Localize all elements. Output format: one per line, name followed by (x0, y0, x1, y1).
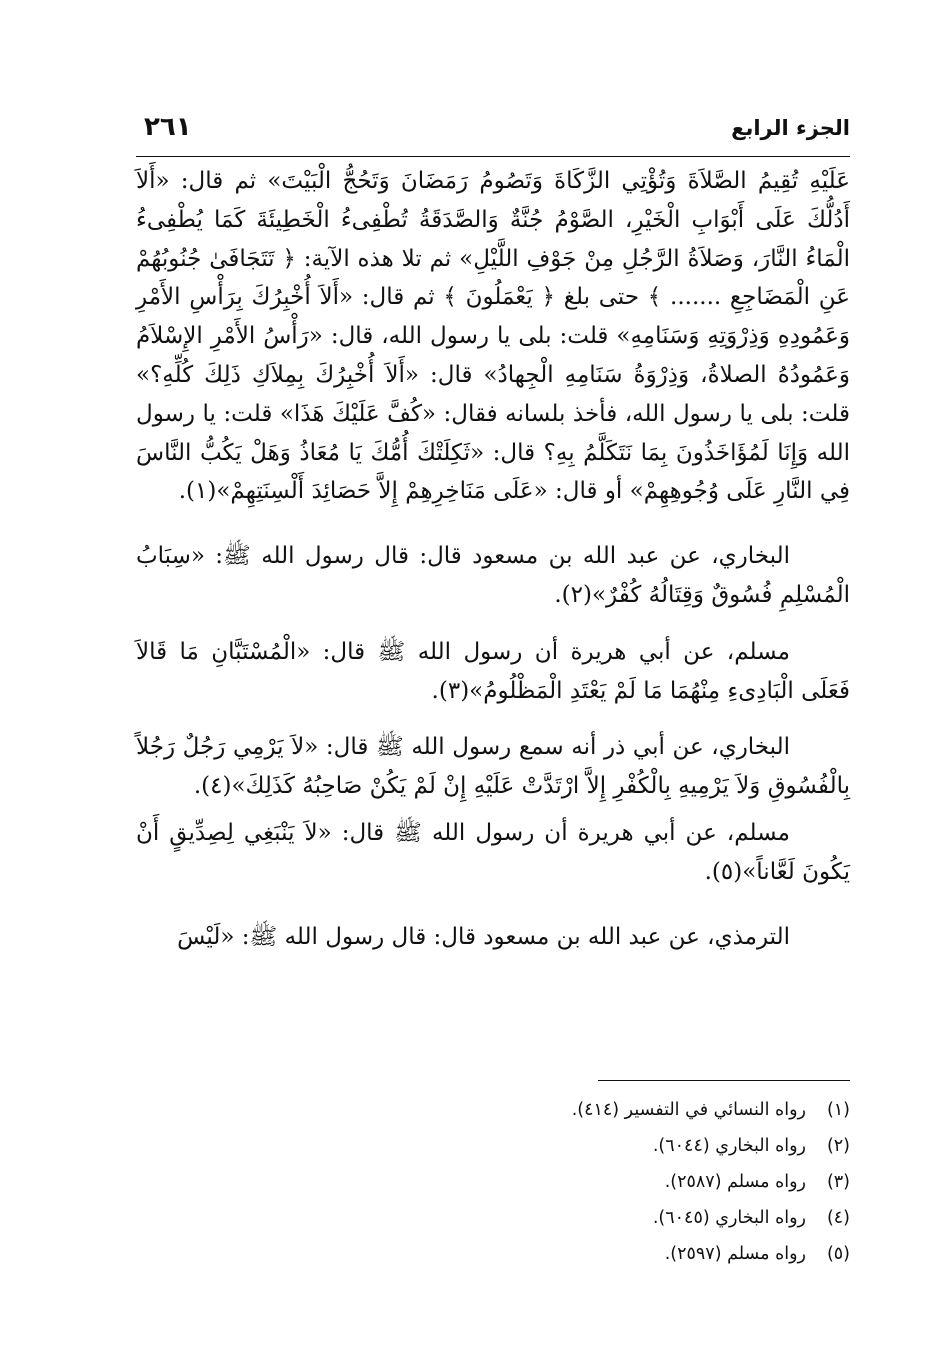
paragraph-hadith-bukhari-2: البخاري، عن أبي ذر أنه سمع رسول الله ﷺ قال: «لاَ يَرْمِي رَجُلٌ رَجُلاً بِالْفُسُوقِ وَلاَ يَرْمِيهِ بِالْكُفْرِ إِلاَّ ارْتَدَّتْ عَلَيْهِ إِنْ لَمْ يَكُنْ صَاحِبُهُ كَذَلِكَ»(٤). (136, 734, 850, 800)
footnote-number: (٤) (826, 1208, 850, 1228)
paragraph-hadith-bukhari-1: البخاري، عن عبد الله بن مسعود قال: قال رسول الله ﷺ: «سِبَابُ الْمُسْلِمِ فُسُوقٌ وَقِتَالُهُ كُفْرٌ»(٢). (136, 543, 850, 608)
running-head: الجزء الرابع (731, 116, 850, 140)
footnote-rule (598, 1080, 850, 1081)
footnote-item (136, 1128, 850, 1164)
footnote-item (136, 1200, 850, 1236)
footnote-text: رواه مسلم (٢٥٨٧). (664, 1172, 806, 1192)
footnote-number: (١) (826, 1100, 850, 1120)
footnote-text: رواه مسلم (٢٥٩٧). (664, 1244, 806, 1264)
footnote-number: (٢) (826, 1136, 850, 1156)
footnote-item (136, 1092, 850, 1128)
footnote-text: رواه البخاري (٦٠٤٥). (652, 1208, 806, 1228)
main-text (136, 162, 850, 956)
paragraph-hadith-muslim-2: مسلم، عن أبي هريرة أن رسول الله ﷺ قال: «لاَ يَنْبَغِي لِصِدِّيقٍ أَنْ يَكُونَ لَعَّاناً»(٥). (136, 819, 850, 885)
header-rule (136, 156, 850, 157)
footnote-number: (٥) (826, 1244, 850, 1264)
footnote-number: (٣) (826, 1172, 850, 1192)
paragraph-hadith-muslim-1: مسلم، عن أبي هريرة أن رسول الله ﷺ قال: «الْمُسْتَبَّانِ مَا قَالاَ فَعَلَى الْبَادِىءِ مِنْهُمَا مَا لَمْ يَعْتَدِ الْمَظْلُومُ»(٣). (136, 638, 850, 704)
footnotes (136, 1092, 850, 1272)
footnote-text: رواه البخاري (٦٠٤٤). (652, 1136, 806, 1156)
paragraph-continuation: عَلَيْهِ تُقِيمُ الصَّلاَةَ وَتُؤْتِي الزَّكَاةَ وَتَصُومُ رَمَضَانَ وَتَحُجُّ الْبَيْتَ» ثم قال: «أَلاَ أَدُلُّكَ عَلَى أَبْوَابِ الْخَيْرِ، الصَّوْمُ جُنَّةٌ وَالصَّدَقَةُ تُطْفِىءُ الْخَطِيئَةَ كَمَا يُطْفِىءُ الْمَاءُ النَّارَ، وَصَلاَةُ الرَّجُلِ مِنْ جَوْفِ اللَّيْلِ» ثم تلا هذه الآية: ﴿ تَتَجَافَىٰ جُنُوبُهُمْ عَنِ الْمَضَاجِعِ ....... ﴾ حتى بلغ ﴿ يَعْمَلُونَ ﴾ ثم قال: «أَلاَ أُخْبِرُكَ بِرَأْسِ الأَمْرِ وَعَمُودِهِ وَذِرْوَتِهِ وَسَنَامِهِ» قلت: بلى يا رسول الله، قال: «رَأْسُ الأَمْرِ الإِسْلاَمُ وَعَمُودُهُ الصلاةُ، وَذِرْوَةُ سَنَامِهِ الْجِهادُ» قال: «أَلاَ أُخْبِرُكَ بِمِلاَكِ ذَلِكَ كُلِّهِ؟» قلت: بلى يا رسول الله، فأخذ بلسانه فقال: «كُفَّ عَلَيْكَ هَذَا» قلت: يا رسول الله وَإِنَا لَمُؤَاخَذُونَ بِمَا نَتَكَلَّمُ بِهِ؟ قال: «ثَكِلَتْكَ أُمُّكَ يَا مُعَاذُ وَهَلْ يَكُبُّ النَّاسَ فِي النَّارِ عَلَى وُجُوهِهِمْ» أو قال: «عَلَى مَنَاخِرِهِمْ إِلاَّ حَصَائِدَ أَلْسِنَتِهِمْ»(١). (136, 168, 850, 505)
page-header (136, 112, 850, 152)
paragraph-hadith-tirmidhi: الترمذي، عن عبد الله بن مسعود قال: قال رسول الله ﷺ: «لَيْسَ (177, 923, 790, 950)
page-number: ٢٦١ (144, 112, 192, 142)
footnote-item (136, 1236, 850, 1272)
footnote-item (136, 1164, 850, 1200)
footnote-text: رواه النسائي في التفسير (٤١٤). (571, 1100, 806, 1120)
